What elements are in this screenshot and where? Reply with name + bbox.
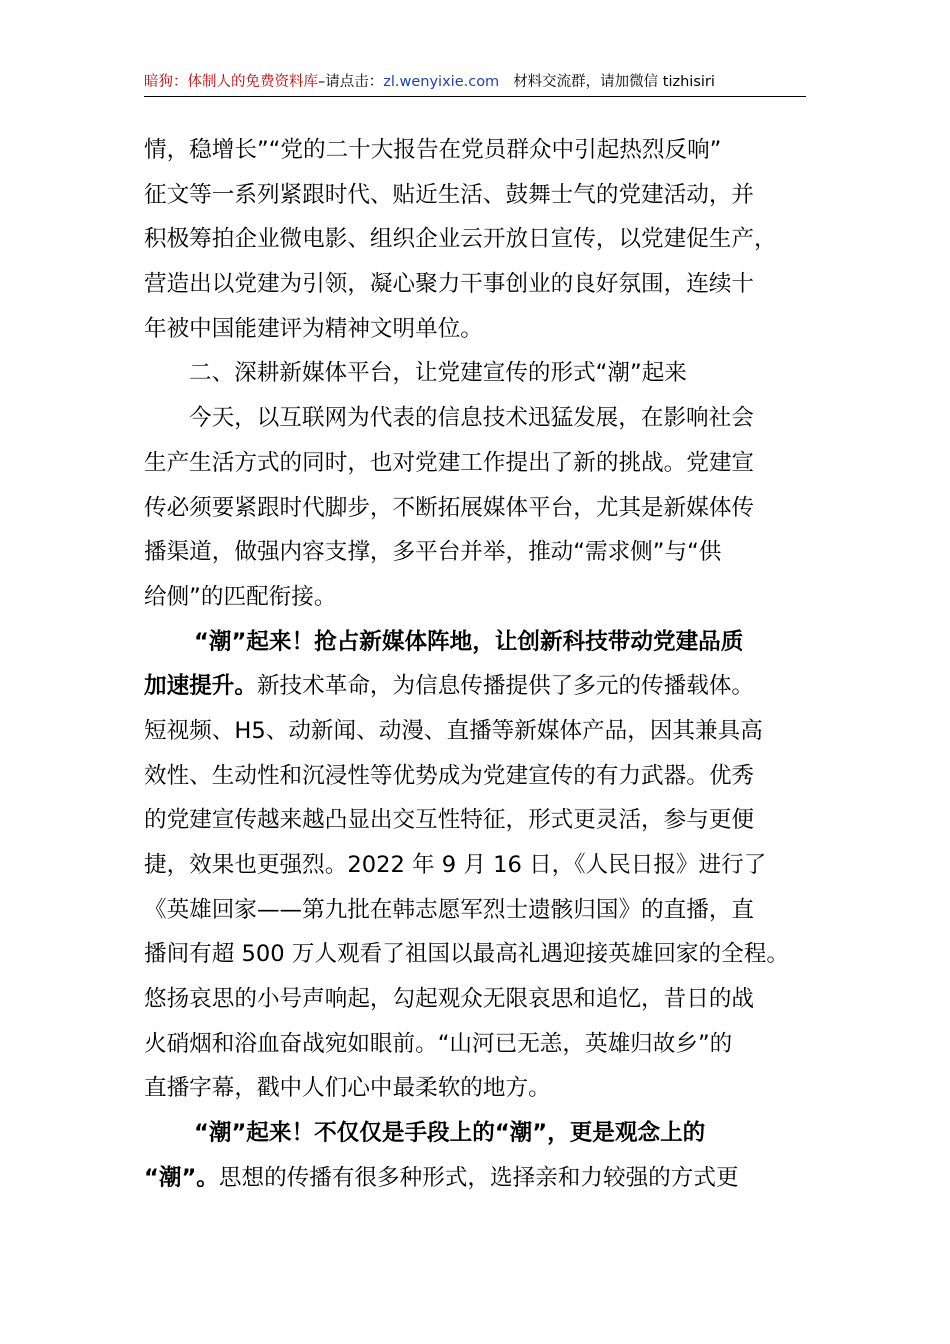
page-header [144, 68, 806, 96]
body-line [144, 664, 806, 709]
body-line-rest: 思想的传播有很多种形式，选择亲和力较强的方式更 [218, 1164, 739, 1191]
section-heading: 二、深耕新媒体平台，让党建宣传的形式“潮”起来 [189, 360, 687, 387]
body-line: 直播字幕，戳中人们心中最柔软的地方。 [144, 1075, 551, 1102]
header-divider [144, 96, 806, 97]
bold-lead-text: “潮”。 [144, 1164, 219, 1191]
body-line: 短视频、H5、动新闻、动漫、直播等新媒体产品，因其兼具高 [144, 717, 763, 744]
body-line: 情，稳增长”“党的二十大报告在党员群众中引起热烈反响” [144, 137, 722, 163]
body-line: 播间有超 500 万人观看了祖国以最高礼遇迎接英雄回家的全程。 [144, 941, 789, 968]
bold-lead-line: “潮”起来！不仅仅是手段上的“潮”，更是观念上的 [194, 1120, 706, 1147]
header-brand: 暗狗：体制人的免费资料库 [144, 74, 318, 90]
bold-lead-text: 加速提升。 [144, 673, 257, 700]
body-line: 效性、生动性和沉浸性等优势成为党建宣传的有力武器。优秀 [144, 762, 755, 789]
body-line: 的党建宣传越来越凸显出交互性特征，形式更灵活，参与更便 [144, 807, 755, 834]
body-line: 今天，以互联网为代表的信息技术迅猛发展，在影响社会 [189, 405, 754, 432]
body-line: 《英雄回家——第九批在韩志愿军烈士遗骸归国》的直播，直 [144, 896, 755, 923]
header-group-note: 材料交流群，请加微信 tizhisiri [513, 74, 715, 90]
body-line: 捷，效果也更强烈。2022 年 9 月 16 日，《人民日报》进行了 [144, 852, 767, 878]
header-click-prompt: –请点击： [318, 74, 384, 90]
body-line: 传必须要紧跟时代脚步，不断拓展媒体平台，尤其是新媒体传 [144, 494, 755, 521]
body-line: 火硝烟和浴血奋战宛如眼前。“山河已无恙，英雄归故乡”的 [144, 1030, 733, 1057]
body-line: 给侧”的匹配衔接。 [144, 583, 337, 610]
body-line: 积极筹拍企业微电影、组织企业云开放日宣传，以党建促生产， [144, 226, 777, 253]
header-url-link[interactable]: zl.wenyixie.com [383, 74, 500, 90]
body-line: 播渠道，做强内容支撑，多平台并举，推动“需求侧”与“供 [144, 539, 722, 566]
body-line [144, 1156, 806, 1201]
body-line: 年被中国能建评为精神文明单位。 [144, 315, 483, 342]
body-line: 营造出以党建为引领，凝心聚力干事创业的良好氛围，连续十 [144, 271, 755, 298]
body-line: 悠扬哀思的小号声响起，勾起观众无限哀思和追忆，昔日的战 [144, 986, 755, 1013]
bold-lead-line: “潮”起来！抢占新媒体阵地，让创新科技带动党建品质 [194, 628, 744, 655]
document-body [144, 128, 806, 1201]
body-line: 征文等一系列紧跟时代、贴近生活、鼓舞士气的党建活动，并 [144, 181, 755, 208]
body-line: 生产生活方式的同时，也对党建工作提出了新的挑战。党建宣 [144, 449, 755, 476]
body-line-rest: 新技术革命，为信息传播提供了多元的传播载体。 [256, 673, 755, 700]
